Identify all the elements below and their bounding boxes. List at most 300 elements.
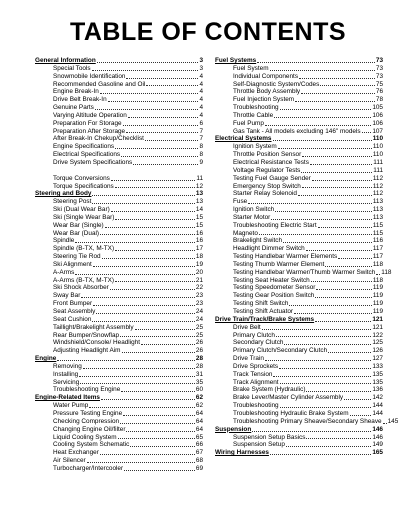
toc-entry[interactable] xyxy=(215,441,383,449)
toc-page-number: 117 xyxy=(372,253,383,261)
toc-entry-title: After Break-In Chekup/Checklist xyxy=(53,135,144,143)
toc-page-number: 7 xyxy=(199,135,203,143)
toc-page-number: 146 xyxy=(372,425,383,433)
toc-page-number: 111 xyxy=(373,166,383,174)
toc-entry-title: Testing Speedometer Sensor xyxy=(233,284,316,292)
toc-entry-title: Brakelight Switch xyxy=(233,237,283,245)
toc-entry-title: Testing Thumb Warmer Element xyxy=(233,260,325,268)
toc-entry[interactable] xyxy=(35,371,203,379)
toc-entry[interactable] xyxy=(215,183,383,191)
dot-leader xyxy=(92,195,194,196)
toc-page-number: 121 xyxy=(372,315,383,323)
toc-entry-title: Torque Specifications xyxy=(53,182,114,190)
toc-entry-title: Snowmobile Identification xyxy=(53,72,126,80)
toc-entry-title: Electrical Resistance Tests xyxy=(233,158,309,166)
toc-entry[interactable] xyxy=(215,190,383,198)
toc-entry[interactable] xyxy=(215,73,383,81)
dot-leader xyxy=(318,227,372,228)
toc-page-number: 23 xyxy=(195,292,203,300)
toc-entry[interactable] xyxy=(35,65,203,73)
toc-page-number: 119 xyxy=(372,308,383,315)
toc-page-number: 7 xyxy=(199,127,203,135)
toc-entry[interactable] xyxy=(35,237,203,245)
toc-entry[interactable] xyxy=(215,88,383,96)
toc-entry[interactable] xyxy=(35,300,203,308)
toc-entry[interactable] xyxy=(35,284,203,292)
dot-leader xyxy=(111,211,195,212)
toc-section-entry[interactable] xyxy=(35,190,203,198)
toc-entry[interactable] xyxy=(215,363,383,371)
toc-entry[interactable] xyxy=(35,183,203,191)
toc-page-number: 118 xyxy=(372,276,383,284)
toc-entry-title: Gas Tank - All models excluding 146" models xyxy=(233,127,361,135)
toc-entry-title: Track Alignment xyxy=(233,378,279,386)
dot-leader xyxy=(75,274,195,275)
dot-leader xyxy=(115,250,195,251)
dot-leader xyxy=(110,289,195,290)
dot-leader xyxy=(100,454,195,455)
toc-entry-title: Brake Lever/Master Cylinder Assembly xyxy=(233,394,344,402)
toc-page-number: 3 xyxy=(199,57,203,64)
toc-entry[interactable] xyxy=(215,268,392,277)
toc-entry[interactable] xyxy=(215,143,383,151)
toc-entry[interactable] xyxy=(35,222,203,230)
toc-entry[interactable] xyxy=(215,253,383,261)
toc-entry-title: A-Arms (B-TX, M-TX) xyxy=(53,276,115,284)
dot-leader xyxy=(146,85,198,86)
toc-entry[interactable] xyxy=(35,81,203,89)
toc-page-number: 112 xyxy=(372,182,383,190)
toc-entry-title: Ski Shock Absorber xyxy=(53,284,109,292)
toc-entry-title: Drive System Specifications xyxy=(53,158,133,166)
toc-page-number: 107 xyxy=(372,127,383,135)
toc-page-number: 119 xyxy=(372,292,383,300)
toc-entry-title: Fuse xyxy=(233,198,248,206)
toc-entry[interactable] xyxy=(35,332,203,340)
dot-leader xyxy=(92,321,195,322)
toc-page-number: 20 xyxy=(195,268,203,276)
dot-leader xyxy=(97,62,199,63)
toc-page-number: 4 xyxy=(199,111,203,119)
dot-leader xyxy=(284,344,371,345)
toc-entry[interactable] xyxy=(35,96,203,104)
toc-page-number: 31 xyxy=(195,370,203,378)
toc-entry-title: Taillight/Brakelight Assembly xyxy=(53,323,134,331)
toc-entry-title: Pressure Testing Engine xyxy=(53,409,123,417)
toc-page-number: 4 xyxy=(199,96,203,104)
dot-leader xyxy=(108,101,199,102)
toc-entry[interactable] xyxy=(35,363,203,371)
dot-leader xyxy=(278,148,372,149)
toc-entry-title: Drive Belt Break-In xyxy=(53,96,107,104)
dot-leader xyxy=(299,78,375,79)
dot-leader xyxy=(306,250,372,251)
toc-entry[interactable] xyxy=(35,292,203,300)
dot-leader xyxy=(141,344,195,345)
toc-page-number: 119 xyxy=(372,300,383,308)
toc-entry-title: Seat Assembly xyxy=(53,308,96,315)
toc-entry[interactable] xyxy=(35,449,203,457)
toc-page-number: 73 xyxy=(375,64,383,72)
toc-entry[interactable] xyxy=(35,230,203,238)
toc-entry-title: Headlight Dimmer Switch xyxy=(233,245,305,253)
toc-page-number: 25 xyxy=(195,323,203,331)
dot-leader xyxy=(100,93,199,94)
dot-leader xyxy=(283,242,372,243)
toc-entry-title: Testing Shift Actuator xyxy=(233,308,294,315)
toc-page-number: 113 xyxy=(372,198,383,206)
dot-leader xyxy=(320,85,375,86)
toc-entry[interactable] xyxy=(215,175,383,183)
toc-entry[interactable] xyxy=(35,426,203,434)
toc-entry-title: Throttle Cable xyxy=(233,111,274,119)
toc-section-entry[interactable] xyxy=(215,449,383,457)
toc-page-number: 144 xyxy=(372,402,383,410)
dot-leader xyxy=(289,305,371,306)
toc-entry-title: Secondary Clutch xyxy=(233,339,284,347)
toc-entry[interactable] xyxy=(215,417,399,426)
toc-page-number: 119 xyxy=(372,284,383,292)
toc-entry[interactable] xyxy=(35,386,203,394)
toc-page-number: 66 xyxy=(195,441,203,449)
toc-page-number: 8 xyxy=(199,143,203,151)
toc-page-number: 4 xyxy=(199,104,203,112)
dot-leader xyxy=(123,415,195,416)
dot-leader xyxy=(311,281,372,282)
dot-leader xyxy=(87,462,195,463)
toc-entry[interactable] xyxy=(215,159,383,167)
dot-leader xyxy=(101,399,195,400)
page-title: TABLE OF CONTENTS xyxy=(69,18,347,46)
toc-page-number: 69 xyxy=(195,464,203,472)
dot-leader xyxy=(57,360,195,361)
toc-entry[interactable] xyxy=(35,465,203,473)
dot-leader xyxy=(344,399,371,400)
toc-entry-title: Windshield/Console/ Headlight xyxy=(53,339,141,347)
dot-leader xyxy=(83,368,195,369)
toc-entry-title: Suspension Setup xyxy=(233,441,285,449)
toc-page-number: 18 xyxy=(195,253,203,261)
toc-entry[interactable] xyxy=(35,206,203,214)
toc-entry[interactable] xyxy=(35,245,203,253)
toc-entry[interactable] xyxy=(215,339,383,347)
toc-entry[interactable] xyxy=(215,347,383,355)
dot-leader xyxy=(128,117,199,118)
toc-entry-title: Fuel Pump xyxy=(233,119,264,127)
dot-leader xyxy=(126,78,198,79)
dot-leader xyxy=(302,156,372,157)
toc-page-number: 14 xyxy=(195,206,203,214)
toc-page-number: 8 xyxy=(199,151,203,159)
toc-page-number: 26 xyxy=(195,347,203,355)
toc-page-number: 136 xyxy=(372,386,383,394)
toc-entry[interactable] xyxy=(215,284,383,292)
toc-entry-title: A-Arms xyxy=(53,268,75,276)
toc-entry-title: Testing Gear Position Switch xyxy=(233,292,315,300)
dot-leader xyxy=(310,164,372,165)
toc-entry[interactable] xyxy=(35,324,203,332)
dot-leader xyxy=(328,352,371,353)
toc-entry-title: Ski (Dual Wear Bar) xyxy=(53,206,110,214)
toc-entry-title: Suspension Setup Basics xyxy=(233,433,306,441)
toc-page-number: 25 xyxy=(195,331,203,339)
toc-entry[interactable] xyxy=(35,120,203,128)
toc-entry[interactable] xyxy=(215,410,383,418)
toc-entry[interactable] xyxy=(35,214,203,222)
toc-entry-title: Electrical Specifications xyxy=(53,151,121,159)
toc-entry[interactable] xyxy=(35,402,203,410)
toc-entry[interactable] xyxy=(35,73,203,81)
dot-leader xyxy=(265,360,371,361)
toc-section-entry[interactable] xyxy=(215,57,383,65)
toc-page-number: 110 xyxy=(372,143,383,151)
toc-entry-title: Starter Motor xyxy=(233,213,271,221)
toc-entry-title: Electrical Systems xyxy=(215,135,272,143)
toc-entry-title: Torque Conversions xyxy=(53,174,110,182)
toc-entry[interactable] xyxy=(215,112,383,120)
toc-page-number: 9 xyxy=(199,158,203,166)
toc-entry[interactable] xyxy=(35,347,203,355)
toc-entry-title: Primary Clutch xyxy=(233,331,275,339)
toc-entry[interactable] xyxy=(35,277,203,285)
toc-page-number: 144 xyxy=(372,409,383,417)
toc-entry[interactable] xyxy=(35,253,203,261)
toc-entry-title: Preparation For Storage xyxy=(53,119,122,127)
toc-page-number: 16 xyxy=(195,237,203,245)
toc-entry[interactable] xyxy=(35,159,203,167)
toc-entry[interactable] xyxy=(35,88,203,96)
toc-entry[interactable] xyxy=(215,324,383,332)
toc-section-entry[interactable] xyxy=(215,135,383,143)
toc-entry[interactable] xyxy=(35,441,203,449)
toc-entry[interactable] xyxy=(215,214,383,222)
toc-entry-title: Ignition System xyxy=(233,143,277,151)
dot-leader xyxy=(126,431,194,432)
dot-leader xyxy=(96,313,195,314)
toc-page-number: 113 xyxy=(372,213,383,221)
toc-entry[interactable] xyxy=(215,402,383,410)
dot-leader xyxy=(376,274,380,275)
toc-entry[interactable] xyxy=(215,379,383,387)
toc-entry-title: Rear Bumper/Snowflap xyxy=(53,331,120,339)
toc-entry[interactable] xyxy=(215,308,383,316)
toc-page-number: 125 xyxy=(372,339,383,347)
toc-column-left xyxy=(35,57,203,473)
dot-leader xyxy=(306,391,371,392)
toc-page-number: 13 xyxy=(195,190,203,198)
toc-entry[interactable] xyxy=(215,222,383,230)
toc-entry[interactable] xyxy=(215,151,383,159)
toc-entry[interactable] xyxy=(215,237,383,245)
toc-page-number: 4 xyxy=(199,72,203,80)
toc-entry[interactable] xyxy=(35,151,203,159)
toc-entry[interactable] xyxy=(215,167,383,175)
toc-entry[interactable] xyxy=(215,292,383,300)
toc-page-number: 110 xyxy=(372,151,383,159)
toc-page-number: 16 xyxy=(195,229,203,237)
toc-entry-title: Drive Train xyxy=(233,355,264,363)
dot-leader xyxy=(301,172,372,173)
toc-entry[interactable] xyxy=(215,394,383,402)
toc-entry[interactable] xyxy=(35,379,203,387)
toc-entry[interactable] xyxy=(35,198,203,206)
dot-leader xyxy=(265,125,371,126)
toc-entry[interactable] xyxy=(35,457,203,465)
toc-section-entry[interactable] xyxy=(35,57,203,65)
toc-entry[interactable] xyxy=(35,269,203,277)
dot-leader xyxy=(92,70,199,71)
dot-leader xyxy=(302,187,372,188)
toc-entry-title: Varying Altitude Operation xyxy=(53,111,127,119)
dot-leader xyxy=(325,266,372,267)
toc-entry-title: Troubleshooting xyxy=(233,104,279,112)
toc-entry[interactable] xyxy=(215,128,383,136)
dot-leader xyxy=(271,219,372,220)
dot-leader xyxy=(93,305,195,306)
toc-page-number: 64 xyxy=(195,425,203,433)
toc-entry[interactable] xyxy=(35,316,203,324)
toc-entry-title: Installing xyxy=(53,370,79,378)
toc-entry-title: Throttle Body Assembly xyxy=(233,88,301,96)
toc-entry-title: Recommended Gasoline and Oil xyxy=(53,80,146,88)
toc-entry[interactable] xyxy=(35,143,203,151)
toc-page-number: 78 xyxy=(375,96,383,104)
toc-entry-title: Testing Shift Switch xyxy=(233,300,289,308)
dot-leader xyxy=(248,203,372,204)
toc-entry-title: Suspension xyxy=(215,425,252,433)
toc-entry[interactable] xyxy=(35,339,203,347)
toc-entry-title: Track Tension xyxy=(233,370,273,378)
toc-entry-title: Troubleshooting Engine xyxy=(53,386,121,394)
toc-entry[interactable] xyxy=(215,96,383,104)
toc-entry-title: Wear Bar (Single) xyxy=(53,221,104,229)
toc-page-number: 12 xyxy=(195,182,203,190)
toc-page-number: 146 xyxy=(372,433,383,441)
dot-leader xyxy=(273,376,371,377)
toc-page-number: 115 xyxy=(372,221,383,229)
toc-page-number: 21 xyxy=(195,276,203,284)
toc-entry[interactable] xyxy=(215,332,383,340)
toc-entry-title: Front Bumper xyxy=(53,300,93,308)
dot-leader xyxy=(130,446,195,447)
toc-page-number: 64 xyxy=(195,409,203,417)
toc-entry-title: Turbocharger/Intercooler xyxy=(53,464,124,472)
toc-entry-title: Fuel System xyxy=(233,64,269,72)
toc-page-number: 15 xyxy=(195,213,203,221)
toc-entry-title: Throttle Position Sensor xyxy=(233,151,302,159)
toc-page-number: 24 xyxy=(195,308,203,315)
toc-entry-title: Engine Specifications xyxy=(53,143,115,151)
toc-entry-title: Brake System (Hydraulic) xyxy=(233,386,306,394)
toc-page-number: 110 xyxy=(372,135,383,143)
toc-section-entry[interactable] xyxy=(215,426,383,434)
toc-entry-title: Emergency Stop Switch xyxy=(233,182,301,190)
toc-page-number: 17 xyxy=(195,245,203,253)
dot-leader xyxy=(111,180,196,181)
toc-entry[interactable] xyxy=(35,418,203,426)
dot-leader xyxy=(126,132,198,133)
toc-page-number: 113 xyxy=(372,206,383,214)
toc-entry[interactable] xyxy=(215,206,383,214)
dot-leader xyxy=(338,258,372,259)
toc-entry-title: Liquid Cooling System xyxy=(53,433,117,441)
toc-entry[interactable] xyxy=(35,175,203,183)
toc-section-entry[interactable] xyxy=(35,394,203,402)
toc-entry[interactable] xyxy=(215,198,383,206)
toc-page-number: 62 xyxy=(195,402,203,410)
dot-leader xyxy=(145,140,199,141)
dot-leader xyxy=(280,407,372,408)
toc-entry[interactable] xyxy=(215,386,383,394)
toc-entry[interactable] xyxy=(35,104,203,112)
toc-page-number: 133 xyxy=(372,362,383,370)
toc-entry[interactable] xyxy=(35,135,203,143)
toc-page-number: 11 xyxy=(196,174,203,182)
toc-page-number: 135 xyxy=(372,378,383,386)
toc-entry[interactable] xyxy=(215,371,383,379)
toc-entry-title: Drive Train/Track/Brake Systems xyxy=(215,315,315,323)
dot-leader xyxy=(298,195,372,196)
toc-entry[interactable] xyxy=(215,65,383,73)
toc-page-number: 111 xyxy=(373,158,383,166)
dot-leader xyxy=(80,383,195,384)
toc-entry[interactable] xyxy=(215,355,383,363)
dot-leader xyxy=(105,227,195,228)
toc-section-entry[interactable] xyxy=(215,316,383,324)
toc-entry-title: Removing xyxy=(53,362,82,370)
toc-entry[interactable] xyxy=(215,245,383,253)
toc-entry-title: Adjusting Headlight Aim xyxy=(53,347,121,355)
toc-entry-title: Steering and Body xyxy=(35,190,92,198)
toc-entry[interactable] xyxy=(35,308,203,316)
toc-page-number: 105 xyxy=(372,104,383,112)
dot-leader xyxy=(306,438,371,439)
dot-leader xyxy=(350,415,372,416)
dot-leader xyxy=(259,234,372,235)
toc-entry[interactable] xyxy=(215,120,383,128)
toc-entry[interactable] xyxy=(215,230,383,238)
toc-page-number: 126 xyxy=(372,347,383,355)
toc-section-entry[interactable] xyxy=(35,355,203,363)
toc-entry[interactable] xyxy=(215,104,383,112)
toc-page-number: 116 xyxy=(372,237,383,245)
toc-entry[interactable] xyxy=(215,434,383,442)
dot-leader xyxy=(120,336,195,337)
dot-leader xyxy=(75,242,195,243)
toc-entry[interactable] xyxy=(215,81,383,89)
dot-leader xyxy=(118,438,195,439)
dot-leader xyxy=(123,125,199,126)
toc-entry[interactable] xyxy=(35,112,203,120)
toc-page-number: 106 xyxy=(372,111,383,119)
toc-entry-title: Wear Bar (Dual) xyxy=(53,229,100,237)
toc-page-number: 118 xyxy=(381,268,392,276)
toc-entry[interactable] xyxy=(35,410,203,418)
toc-entry-title: Engine-Related Items xyxy=(35,394,100,402)
toc-page-number: 135 xyxy=(372,370,383,378)
toc-entry[interactable] xyxy=(35,261,203,269)
toc-entry[interactable] xyxy=(35,128,203,136)
toc-entry[interactable] xyxy=(215,261,383,269)
dot-leader xyxy=(274,117,371,118)
toc-entry[interactable] xyxy=(35,434,203,442)
toc-entry[interactable] xyxy=(215,277,383,285)
toc-page-number: 165 xyxy=(372,449,383,457)
toc-page-number: 62 xyxy=(195,394,203,402)
toc-page-number: 115 xyxy=(372,229,383,237)
toc-entry[interactable] xyxy=(215,300,383,308)
toc-page-number: 68 xyxy=(195,457,203,465)
